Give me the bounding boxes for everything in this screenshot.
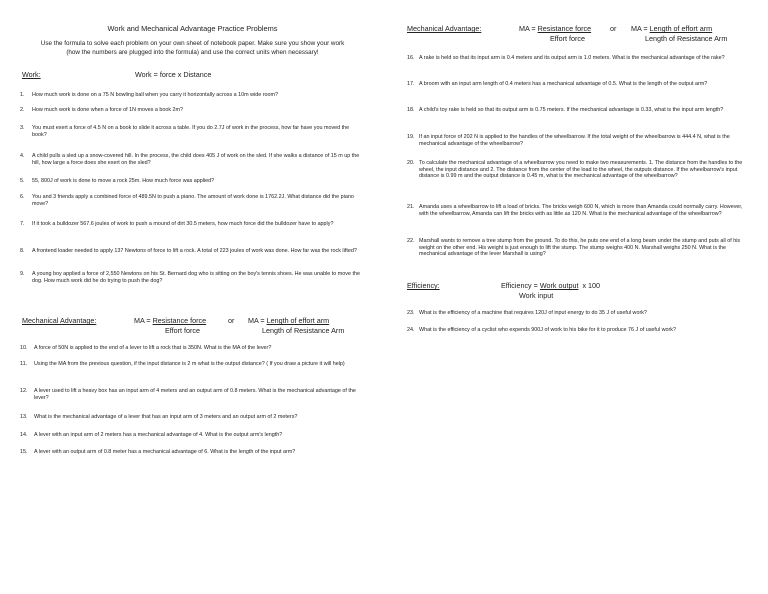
question-24 (407, 327, 743, 334)
ma-formula-arm (248, 316, 329, 325)
work-section-label: Work: (22, 70, 41, 79)
ma-or-label: or (228, 316, 235, 325)
question-text: Marshall wants to remove a tree stump from the ground. To do this, he puts one end of a long beam under the stump and puts all of his weight on the other end. His weight is just enough to lift the stump. The stump weighs 400 N. Marshall weighs 250 N. What is the mechanical advantage of the lever Marshall is using? (419, 238, 741, 258)
ma-formula-arm-right (631, 24, 712, 33)
question-number: 7. (20, 221, 25, 227)
formula-numerator: Length of effort arm (649, 24, 713, 33)
question-number: 8. (20, 248, 25, 254)
formula-lhs: MA = (134, 316, 153, 325)
formula-lhs: MA = (631, 24, 650, 33)
question-17 (407, 81, 743, 88)
question-9 (20, 271, 365, 284)
question-number: 24. (407, 327, 415, 333)
question-22 (407, 238, 743, 258)
intro-line-2: (how the numbers are plugged into the formula) and use the correct units when necessary! (66, 49, 319, 56)
question-text: A lever with an input arm of 2 meters has a mechanical advantage of 4. What is the output arm's length? (34, 432, 283, 438)
question-text: A lever used to lift a heavy box has an input arm of 4 meters and an output arm of 0.8 meters. What is the mechanical advantage of the lever? (34, 388, 356, 401)
question-text: What is the mechanical advantage of a lever that has an input arm of 3 meters and an output arm of 2 meters? (34, 414, 298, 420)
question-text: A young boy applied a force of 2,550 Newtons on his St. Bernard dog who is sitting on the boy's tennis shoes. He was unable to move the dog. How much work did he do trying to push the dog? (32, 271, 360, 284)
question-text: 55, 800J of work is done to move a rock 25m. How much force was applied? (32, 178, 215, 184)
question-21 (407, 204, 743, 217)
question-number: 3. (20, 125, 25, 131)
formula-lhs: Efficiency = (501, 281, 540, 290)
question-number: 18. (407, 107, 415, 113)
ma-formula-resistance-right (519, 24, 591, 33)
formula-numerator: Work output (539, 281, 579, 290)
question-text: What is the efficiency of a machine that requires 120J of input energy to do 35 J of useful work? (419, 310, 647, 316)
question-16 (407, 55, 743, 62)
question-number: 9. (20, 271, 25, 277)
question-number: 15. (20, 449, 28, 455)
question-number: 20. (407, 160, 415, 166)
question-1 (20, 92, 365, 99)
ma-formula-resistance (134, 316, 206, 325)
question-5 (20, 178, 365, 185)
work-formula: Work = force x Distance (135, 70, 212, 79)
formula-numerator: Resistance force (152, 316, 207, 325)
question-text: A force of 50N is applied to the end of a lever to lift a rock that is 350N. What is the MA of the lever? (34, 345, 272, 351)
question-text: A child pulls a sled up a snow-covered hill. In the process, the child does 405 J of work on the sled. If she walks a distance of 15 m up the hill, how large a force does she exert on the sled? (32, 153, 360, 166)
question-number: 17. (407, 81, 415, 87)
formula-lhs: MA = (248, 316, 267, 325)
question-number: 4. (20, 153, 25, 159)
intro-line-1: Use the formula to solve each problem on your own sheet of notebook paper. Make sure you show your work (40, 40, 345, 47)
question-text: What is the efficiency of a cyclist who expends 900J of work to his bike for it to produce 76 J of useful work? (419, 327, 676, 333)
question-number: 23. (407, 310, 415, 316)
question-11 (20, 361, 365, 368)
question-18 (407, 107, 743, 114)
question-number: 16. (407, 55, 415, 61)
question-text: A lever with an output arm of 0.8 meter has a mechanical advantage of 6. What is the length of the input arm? (34, 449, 296, 455)
question-23 (407, 310, 743, 317)
worksheet-title: Work and Mechanical Advantage Practice Problems (107, 24, 278, 33)
question-8 (20, 248, 365, 255)
ma-formula-arm-denominator-right: Length of Resistance Arm (645, 34, 728, 43)
ma-or-label-right: or (610, 24, 617, 33)
question-number: 1. (20, 92, 25, 98)
ma-section-label: Mechanical Advantage: (22, 316, 97, 325)
efficiency-section-label: Efficiency: (407, 281, 440, 290)
question-13 (20, 414, 365, 421)
question-text: How much work is done when a force of 1N moves a book 2m? (32, 107, 184, 113)
question-text: You and 3 friends apply a combined force of 489.5N to push a piano. The amount of work done is 1762.2J. What distance did the piano move? (32, 194, 354, 207)
question-text: A frontend loader needed to apply 137 Newtons of force to lift a rock. A total of 223 joules of work was done. How far was the rock lifted? (32, 248, 357, 254)
question-text: A broom with an input arm length of 0.4 meters has a mechanical advantage of 0.5. What is the length of the output arm? (419, 81, 708, 87)
question-number: 10. (20, 345, 28, 351)
question-15 (20, 449, 365, 456)
question-4 (20, 153, 365, 166)
question-number: 2. (20, 107, 25, 113)
question-text: You must exert a force of 4.5 N on a book to slide it across a table. If you do 2.7J of work in the process, how far have you moved the book? (32, 125, 350, 138)
ma-formula-resistance-denominator-right: Effort force (550, 34, 586, 43)
efficiency-formula (501, 281, 600, 290)
question-number: 12. (20, 388, 28, 394)
question-text: If it took a bulldozer 567.6 joules of work to push a mound of dirt 30.5 meters, how much force did the bulldozer have to apply? (32, 221, 334, 227)
question-text: To calculate the mechanical advantage of a wheelbarrow you need to make two measurements. 1. The distance from the handles to the wheel, the input distance and 2. The distance from the center of the load to the wheel, the outputs distance. If the wheelbarrow's input distance is 0.99 m and the output distance is 0.45 m, what is the mechanical advantage of the wheelbarrow? (419, 160, 743, 180)
question-number: 22. (407, 238, 415, 244)
question-12 (20, 388, 365, 401)
ma-section-label-right: Mechanical Advantage: (407, 24, 482, 33)
question-text: Using the MA from the previous question, if the input distance is 2 m what is the output distance? ( If you draw a picture it will help) (34, 361, 345, 367)
question-20 (407, 160, 743, 180)
question-6 (20, 194, 365, 207)
question-2 (20, 107, 365, 114)
question-14 (20, 432, 365, 439)
formula-multiplier: x 100 (578, 281, 601, 290)
question-10 (20, 345, 365, 352)
question-number: 13. (20, 414, 28, 420)
question-text: A rake is held so that its input arm is 0.4 meters and its output arm is 1.0 meters. What is the mechanical advantage of the rake? (419, 55, 725, 61)
efficiency-formula-denominator: Work input (519, 291, 554, 300)
question-number: 6. (20, 194, 25, 200)
formula-lhs: MA = (519, 24, 538, 33)
question-7 (20, 221, 365, 228)
question-19 (407, 134, 743, 147)
question-number: 19. (407, 134, 415, 140)
formula-numerator: Resistance force (537, 24, 592, 33)
question-text: A child's toy rake is held so that its output arm is 0.75 meters. If the mechanical advantage is 0.33, what is the input arm length? (419, 107, 724, 113)
question-number: 5. (20, 178, 25, 184)
formula-numerator: Length of effort arm (266, 316, 330, 325)
question-number: 11. (20, 361, 28, 367)
question-3 (20, 125, 365, 138)
question-number: 14. (20, 432, 28, 438)
question-text: Amanda uses a wheelbarrow to lift a load of bricks. The bricks weigh 600 N, which is more than Amanda could normally carry. However, with the wheelbarrow, Amanda can lift the bricks with as little as 120 N. What is the mechanical advantage of the wheelbarrow? (419, 204, 743, 217)
ma-formula-resistance-denominator: Effort force (165, 326, 201, 335)
question-text: If an input force of 202 N is applied to the handles of the wheelbarrow. If the total weight of the wheelbarrow is 444.4 N, what is the mechanical advantage of the wheelbarrow? (419, 134, 730, 147)
question-text: How much work is done on a 75 N bowling ball when you carry it horizontally across a 10m wide room? (32, 92, 278, 98)
ma-formula-arm-denominator: Length of Resistance Arm (262, 326, 345, 335)
question-number: 21. (407, 204, 415, 210)
